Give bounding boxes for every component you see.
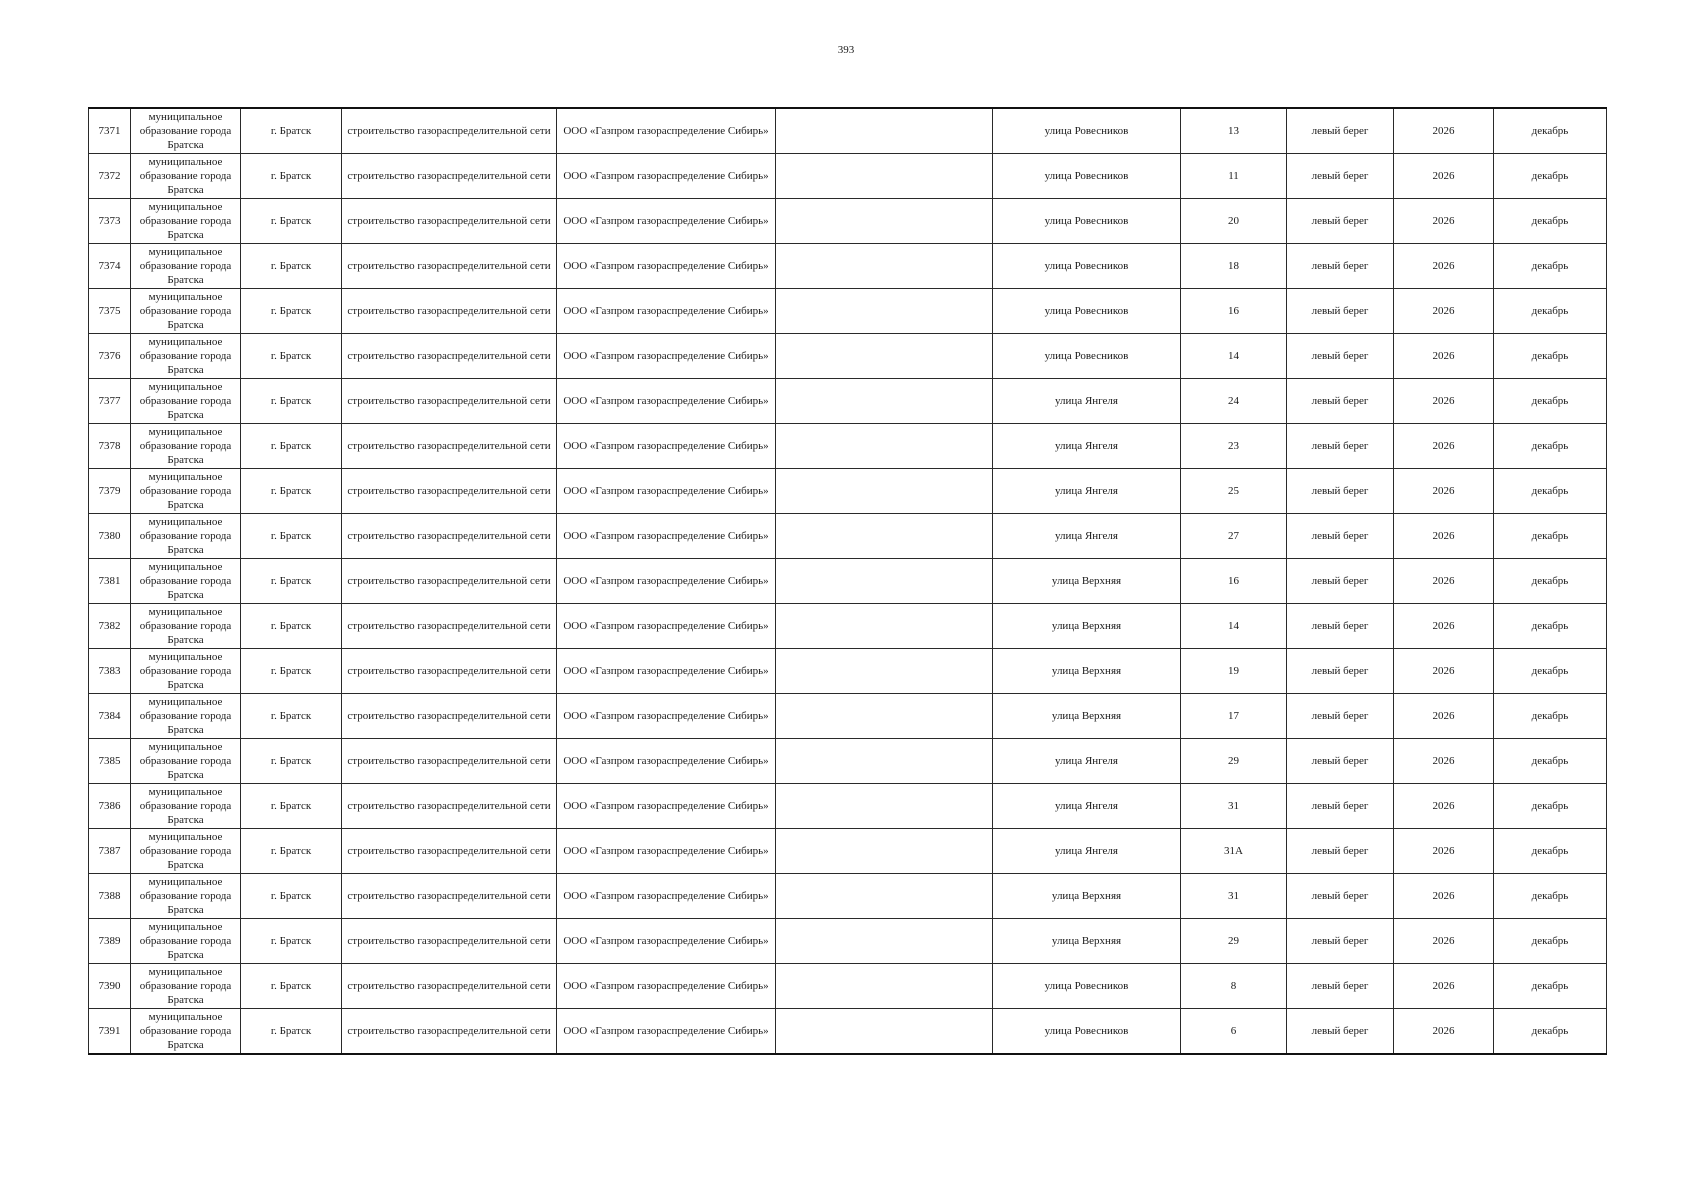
table-row bbox=[89, 514, 1607, 559]
empty-cell bbox=[776, 919, 993, 964]
river-bank-cell: левый берег bbox=[1287, 334, 1394, 379]
street-cell: улица Ровесников bbox=[993, 334, 1181, 379]
work-type-cell: строительство газораспределительной сети bbox=[342, 424, 557, 469]
house-number-cell: 31 bbox=[1181, 784, 1287, 829]
row-number: 7377 bbox=[89, 379, 131, 424]
street-cell: улица Ровесников bbox=[993, 244, 1181, 289]
table-row bbox=[89, 199, 1607, 244]
empty-cell bbox=[776, 154, 993, 199]
month-cell: декабрь bbox=[1494, 649, 1607, 694]
month-cell: декабрь bbox=[1494, 469, 1607, 514]
house-number-cell: 14 bbox=[1181, 334, 1287, 379]
empty-cell bbox=[776, 289, 993, 334]
street-cell: улица Ровесников bbox=[993, 964, 1181, 1009]
year-cell: 2026 bbox=[1394, 784, 1494, 829]
street-cell: улица Ровесников bbox=[993, 199, 1181, 244]
row-number: 7381 bbox=[89, 559, 131, 604]
month-cell: декабрь bbox=[1494, 874, 1607, 919]
river-bank-cell: левый берег bbox=[1287, 739, 1394, 784]
organization-cell: ООО «Газпром газораспределение Сибирь» bbox=[557, 424, 776, 469]
table-row bbox=[89, 829, 1607, 874]
empty-cell bbox=[776, 559, 993, 604]
empty-cell bbox=[776, 108, 993, 154]
table-row bbox=[89, 694, 1607, 739]
organization-cell: ООО «Газпром газораспределение Сибирь» bbox=[557, 604, 776, 649]
table-row bbox=[89, 964, 1607, 1009]
table-row bbox=[89, 604, 1607, 649]
table-row bbox=[89, 919, 1607, 964]
river-bank-cell: левый берег bbox=[1287, 874, 1394, 919]
month-cell: декабрь bbox=[1494, 514, 1607, 559]
municipality-cell: муниципальное образование города Братска bbox=[131, 649, 241, 694]
empty-cell bbox=[776, 199, 993, 244]
street-cell: улица Верхняя bbox=[993, 559, 1181, 604]
row-number: 7374 bbox=[89, 244, 131, 289]
city-cell: г. Братск bbox=[241, 469, 342, 514]
river-bank-cell: левый берег bbox=[1287, 964, 1394, 1009]
municipality-cell: муниципальное образование города Братска bbox=[131, 919, 241, 964]
month-cell: декабрь bbox=[1494, 739, 1607, 784]
municipality-cell: муниципальное образование города Братска bbox=[131, 559, 241, 604]
street-cell: улица Янгеля bbox=[993, 829, 1181, 874]
row-number: 7375 bbox=[89, 289, 131, 334]
empty-cell bbox=[776, 244, 993, 289]
river-bank-cell: левый берег bbox=[1287, 919, 1394, 964]
city-cell: г. Братск bbox=[241, 784, 342, 829]
river-bank-cell: левый берег bbox=[1287, 199, 1394, 244]
municipality-cell: муниципальное образование города Братска bbox=[131, 829, 241, 874]
house-number-cell: 14 bbox=[1181, 604, 1287, 649]
organization-cell: ООО «Газпром газораспределение Сибирь» bbox=[557, 199, 776, 244]
street-cell: улица Верхняя bbox=[993, 874, 1181, 919]
gasification-register-table bbox=[88, 107, 1607, 1055]
organization-cell: ООО «Газпром газораспределение Сибирь» bbox=[557, 964, 776, 1009]
work-type-cell: строительство газораспределительной сети bbox=[342, 289, 557, 334]
month-cell: декабрь bbox=[1494, 424, 1607, 469]
row-number: 7383 bbox=[89, 649, 131, 694]
municipality-cell: муниципальное образование города Братска bbox=[131, 694, 241, 739]
house-number-cell: 20 bbox=[1181, 199, 1287, 244]
work-type-cell: строительство газораспределительной сети bbox=[342, 334, 557, 379]
year-cell: 2026 bbox=[1394, 649, 1494, 694]
street-cell: улица Янгеля bbox=[993, 514, 1181, 559]
house-number-cell: 24 bbox=[1181, 379, 1287, 424]
house-number-cell: 6 bbox=[1181, 1009, 1287, 1055]
street-cell: улица Ровесников bbox=[993, 108, 1181, 154]
city-cell: г. Братск bbox=[241, 874, 342, 919]
organization-cell: ООО «Газпром газораспределение Сибирь» bbox=[557, 108, 776, 154]
work-type-cell: строительство газораспределительной сети bbox=[342, 244, 557, 289]
table-row bbox=[89, 739, 1607, 784]
city-cell: г. Братск bbox=[241, 154, 342, 199]
organization-cell: ООО «Газпром газораспределение Сибирь» bbox=[557, 334, 776, 379]
row-number: 7371 bbox=[89, 108, 131, 154]
street-cell: улица Янгеля bbox=[993, 784, 1181, 829]
city-cell: г. Братск bbox=[241, 244, 342, 289]
month-cell: декабрь bbox=[1494, 604, 1607, 649]
year-cell: 2026 bbox=[1394, 559, 1494, 604]
city-cell: г. Братск bbox=[241, 334, 342, 379]
empty-cell bbox=[776, 604, 993, 649]
row-number: 7389 bbox=[89, 919, 131, 964]
street-cell: улица Ровесников bbox=[993, 154, 1181, 199]
city-cell: г. Братск bbox=[241, 829, 342, 874]
organization-cell: ООО «Газпром газораспределение Сибирь» bbox=[557, 154, 776, 199]
row-number: 7388 bbox=[89, 874, 131, 919]
river-bank-cell: левый берег bbox=[1287, 649, 1394, 694]
work-type-cell: строительство газораспределительной сети bbox=[342, 108, 557, 154]
empty-cell bbox=[776, 649, 993, 694]
month-cell: декабрь bbox=[1494, 829, 1607, 874]
river-bank-cell: левый берег bbox=[1287, 604, 1394, 649]
page-number: 393 bbox=[837, 44, 855, 56]
municipality-cell: муниципальное образование города Братска bbox=[131, 604, 241, 649]
house-number-cell: 11 bbox=[1181, 154, 1287, 199]
street-cell: улица Верхняя bbox=[993, 649, 1181, 694]
municipality-cell: муниципальное образование города Братска bbox=[131, 514, 241, 559]
house-number-cell: 8 bbox=[1181, 964, 1287, 1009]
house-number-cell: 16 bbox=[1181, 289, 1287, 334]
organization-cell: ООО «Газпром газораспределение Сибирь» bbox=[557, 514, 776, 559]
row-number: 7385 bbox=[89, 739, 131, 784]
organization-cell: ООО «Газпром газораспределение Сибирь» bbox=[557, 784, 776, 829]
year-cell: 2026 bbox=[1394, 334, 1494, 379]
city-cell: г. Братск bbox=[241, 379, 342, 424]
city-cell: г. Братск bbox=[241, 289, 342, 334]
empty-cell bbox=[776, 514, 993, 559]
row-number: 7378 bbox=[89, 424, 131, 469]
year-cell: 2026 bbox=[1394, 424, 1494, 469]
empty-cell bbox=[776, 1009, 993, 1055]
table-row bbox=[89, 244, 1607, 289]
organization-cell: ООО «Газпром газораспределение Сибирь» bbox=[557, 829, 776, 874]
organization-cell: ООО «Газпром газораспределение Сибирь» bbox=[557, 244, 776, 289]
table-row bbox=[89, 289, 1607, 334]
year-cell: 2026 bbox=[1394, 244, 1494, 289]
river-bank-cell: левый берег bbox=[1287, 244, 1394, 289]
house-number-cell: 25 bbox=[1181, 469, 1287, 514]
municipality-cell: муниципальное образование города Братска bbox=[131, 244, 241, 289]
year-cell: 2026 bbox=[1394, 289, 1494, 334]
house-number-cell: 29 bbox=[1181, 919, 1287, 964]
organization-cell: ООО «Газпром газораспределение Сибирь» bbox=[557, 379, 776, 424]
empty-cell bbox=[776, 964, 993, 1009]
house-number-cell: 31 bbox=[1181, 874, 1287, 919]
street-cell: улица Ровесников bbox=[993, 289, 1181, 334]
work-type-cell: строительство газораспределительной сети bbox=[342, 739, 557, 784]
municipality-cell: муниципальное образование города Братска bbox=[131, 964, 241, 1009]
register-body bbox=[89, 108, 1607, 1054]
street-cell: улица Верхняя bbox=[993, 694, 1181, 739]
table-row bbox=[89, 424, 1607, 469]
row-number: 7373 bbox=[89, 199, 131, 244]
year-cell: 2026 bbox=[1394, 874, 1494, 919]
organization-cell: ООО «Газпром газораспределение Сибирь» bbox=[557, 919, 776, 964]
empty-cell bbox=[776, 469, 993, 514]
city-cell: г. Братск bbox=[241, 694, 342, 739]
organization-cell: ООО «Газпром газораспределение Сибирь» bbox=[557, 289, 776, 334]
empty-cell bbox=[776, 424, 993, 469]
municipality-cell: муниципальное образование города Братска bbox=[131, 334, 241, 379]
municipality-cell: муниципальное образование города Братска bbox=[131, 379, 241, 424]
row-number: 7379 bbox=[89, 469, 131, 514]
year-cell: 2026 bbox=[1394, 919, 1494, 964]
street-cell: улица Янгеля bbox=[993, 424, 1181, 469]
municipality-cell: муниципальное образование города Братска bbox=[131, 424, 241, 469]
empty-cell bbox=[776, 379, 993, 424]
city-cell: г. Братск bbox=[241, 1009, 342, 1055]
month-cell: декабрь bbox=[1494, 108, 1607, 154]
house-number-cell: 31А bbox=[1181, 829, 1287, 874]
municipality-cell: муниципальное образование города Братска bbox=[131, 154, 241, 199]
river-bank-cell: левый берег bbox=[1287, 559, 1394, 604]
table-row bbox=[89, 649, 1607, 694]
month-cell: декабрь bbox=[1494, 379, 1607, 424]
municipality-cell: муниципальное образование города Братска bbox=[131, 1009, 241, 1055]
year-cell: 2026 bbox=[1394, 514, 1494, 559]
house-number-cell: 18 bbox=[1181, 244, 1287, 289]
river-bank-cell: левый берег bbox=[1287, 108, 1394, 154]
street-cell: улица Верхняя bbox=[993, 604, 1181, 649]
city-cell: г. Братск bbox=[241, 424, 342, 469]
house-number-cell: 16 bbox=[1181, 559, 1287, 604]
table-row bbox=[89, 379, 1607, 424]
row-number: 7380 bbox=[89, 514, 131, 559]
month-cell: декабрь bbox=[1494, 694, 1607, 739]
organization-cell: ООО «Газпром газораспределение Сибирь» bbox=[557, 694, 776, 739]
city-cell: г. Братск bbox=[241, 604, 342, 649]
table-row bbox=[89, 154, 1607, 199]
table-row bbox=[89, 874, 1607, 919]
city-cell: г. Братск bbox=[241, 108, 342, 154]
row-number: 7390 bbox=[89, 964, 131, 1009]
table-row bbox=[89, 469, 1607, 514]
year-cell: 2026 bbox=[1394, 108, 1494, 154]
month-cell: декабрь bbox=[1494, 199, 1607, 244]
year-cell: 2026 bbox=[1394, 694, 1494, 739]
row-number: 7372 bbox=[89, 154, 131, 199]
row-number: 7387 bbox=[89, 829, 131, 874]
table-row bbox=[89, 559, 1607, 604]
municipality-cell: муниципальное образование города Братска bbox=[131, 469, 241, 514]
row-number: 7391 bbox=[89, 1009, 131, 1055]
work-type-cell: строительство газораспределительной сети bbox=[342, 649, 557, 694]
month-cell: декабрь bbox=[1494, 919, 1607, 964]
river-bank-cell: левый берег bbox=[1287, 1009, 1394, 1055]
year-cell: 2026 bbox=[1394, 1009, 1494, 1055]
river-bank-cell: левый берег bbox=[1287, 379, 1394, 424]
month-cell: декабрь bbox=[1494, 334, 1607, 379]
year-cell: 2026 bbox=[1394, 604, 1494, 649]
river-bank-cell: левый берег bbox=[1287, 289, 1394, 334]
year-cell: 2026 bbox=[1394, 199, 1494, 244]
work-type-cell: строительство газораспределительной сети bbox=[342, 379, 557, 424]
work-type-cell: строительство газораспределительной сети bbox=[342, 199, 557, 244]
city-cell: г. Братск bbox=[241, 559, 342, 604]
work-type-cell: строительство газораспределительной сети bbox=[342, 559, 557, 604]
organization-cell: ООО «Газпром газораспределение Сибирь» bbox=[557, 874, 776, 919]
city-cell: г. Братск bbox=[241, 964, 342, 1009]
row-number: 7382 bbox=[89, 604, 131, 649]
river-bank-cell: левый берег bbox=[1287, 694, 1394, 739]
river-bank-cell: левый берег bbox=[1287, 784, 1394, 829]
month-cell: декабрь bbox=[1494, 964, 1607, 1009]
work-type-cell: строительство газораспределительной сети bbox=[342, 694, 557, 739]
house-number-cell: 27 bbox=[1181, 514, 1287, 559]
municipality-cell: муниципальное образование города Братска bbox=[131, 784, 241, 829]
month-cell: декабрь bbox=[1494, 154, 1607, 199]
work-type-cell: строительство газораспределительной сети bbox=[342, 964, 557, 1009]
work-type-cell: строительство газораспределительной сети bbox=[342, 514, 557, 559]
work-type-cell: строительство газораспределительной сети bbox=[342, 919, 557, 964]
house-number-cell: 19 bbox=[1181, 649, 1287, 694]
table-row bbox=[89, 334, 1607, 379]
organization-cell: ООО «Газпром газораспределение Сибирь» bbox=[557, 1009, 776, 1055]
work-type-cell: строительство газораспределительной сети bbox=[342, 154, 557, 199]
municipality-cell: муниципальное образование города Братска bbox=[131, 874, 241, 919]
work-type-cell: строительство газораспределительной сети bbox=[342, 469, 557, 514]
organization-cell: ООО «Газпром газораспределение Сибирь» bbox=[557, 649, 776, 694]
work-type-cell: строительство газораспределительной сети bbox=[342, 604, 557, 649]
house-number-cell: 23 bbox=[1181, 424, 1287, 469]
empty-cell bbox=[776, 784, 993, 829]
table-row bbox=[89, 108, 1607, 154]
month-cell: декабрь bbox=[1494, 559, 1607, 604]
table-row bbox=[89, 784, 1607, 829]
river-bank-cell: левый берег bbox=[1287, 514, 1394, 559]
empty-cell bbox=[776, 874, 993, 919]
river-bank-cell: левый берег bbox=[1287, 154, 1394, 199]
street-cell: улица Ровесников bbox=[993, 1009, 1181, 1055]
year-cell: 2026 bbox=[1394, 964, 1494, 1009]
city-cell: г. Братск bbox=[241, 514, 342, 559]
municipality-cell: муниципальное образование города Братска bbox=[131, 199, 241, 244]
city-cell: г. Братск bbox=[241, 649, 342, 694]
street-cell: улица Янгеля bbox=[993, 379, 1181, 424]
year-cell: 2026 bbox=[1394, 379, 1494, 424]
work-type-cell: строительство газораспределительной сети bbox=[342, 1009, 557, 1055]
month-cell: декабрь bbox=[1494, 784, 1607, 829]
work-type-cell: строительство газораспределительной сети bbox=[342, 829, 557, 874]
table-row bbox=[89, 1009, 1607, 1055]
row-number: 7386 bbox=[89, 784, 131, 829]
municipality-cell: муниципальное образование города Братска bbox=[131, 108, 241, 154]
street-cell: улица Янгеля bbox=[993, 739, 1181, 784]
empty-cell bbox=[776, 334, 993, 379]
river-bank-cell: левый берег bbox=[1287, 829, 1394, 874]
house-number-cell: 13 bbox=[1181, 108, 1287, 154]
house-number-cell: 29 bbox=[1181, 739, 1287, 784]
city-cell: г. Братск bbox=[241, 919, 342, 964]
month-cell: декабрь bbox=[1494, 289, 1607, 334]
year-cell: 2026 bbox=[1394, 469, 1494, 514]
empty-cell bbox=[776, 739, 993, 784]
row-number: 7376 bbox=[89, 334, 131, 379]
month-cell: декабрь bbox=[1494, 1009, 1607, 1055]
organization-cell: ООО «Газпром газораспределение Сибирь» bbox=[557, 559, 776, 604]
street-cell: улица Верхняя bbox=[993, 919, 1181, 964]
work-type-cell: строительство газораспределительной сети bbox=[342, 784, 557, 829]
river-bank-cell: левый берег bbox=[1287, 469, 1394, 514]
empty-cell bbox=[776, 829, 993, 874]
river-bank-cell: левый берег bbox=[1287, 424, 1394, 469]
empty-cell bbox=[776, 694, 993, 739]
year-cell: 2026 bbox=[1394, 829, 1494, 874]
city-cell: г. Братск bbox=[241, 199, 342, 244]
year-cell: 2026 bbox=[1394, 154, 1494, 199]
city-cell: г. Братск bbox=[241, 739, 342, 784]
house-number-cell: 17 bbox=[1181, 694, 1287, 739]
municipality-cell: муниципальное образование города Братска bbox=[131, 739, 241, 784]
street-cell: улица Янгеля bbox=[993, 469, 1181, 514]
work-type-cell: строительство газораспределительной сети bbox=[342, 874, 557, 919]
organization-cell: ООО «Газпром газораспределение Сибирь» bbox=[557, 739, 776, 784]
month-cell: декабрь bbox=[1494, 244, 1607, 289]
municipality-cell: муниципальное образование города Братска bbox=[131, 289, 241, 334]
year-cell: 2026 bbox=[1394, 739, 1494, 784]
organization-cell: ООО «Газпром газораспределение Сибирь» bbox=[557, 469, 776, 514]
row-number: 7384 bbox=[89, 694, 131, 739]
